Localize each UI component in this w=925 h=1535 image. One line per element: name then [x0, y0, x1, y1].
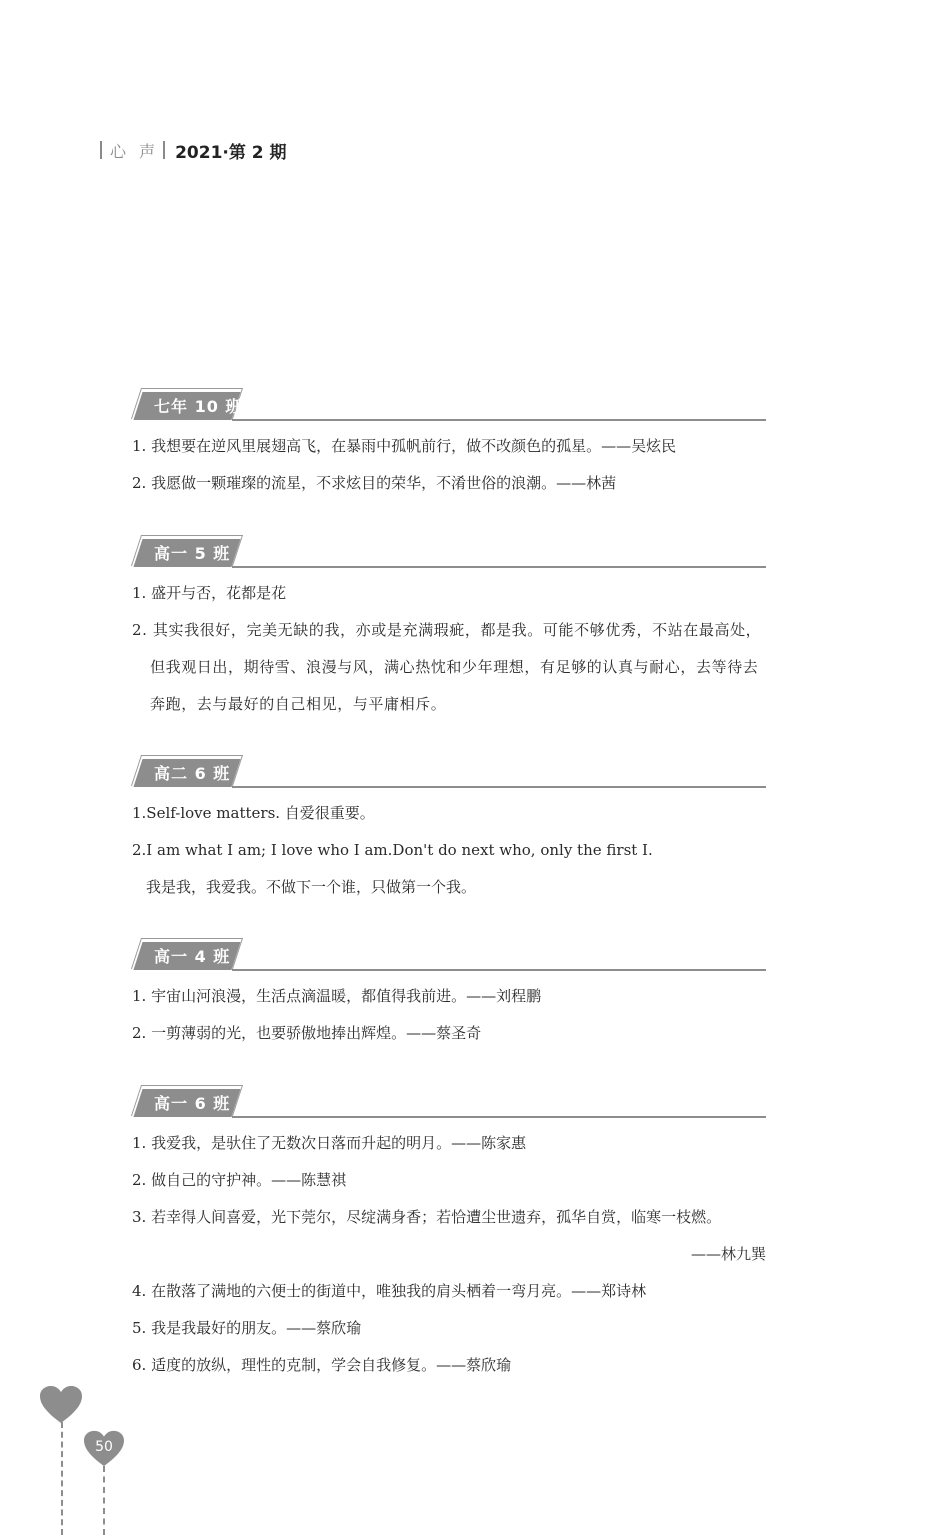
class-tag: 高二 6 班	[154, 764, 231, 783]
class-section	[132, 938, 766, 1052]
section-rule	[232, 419, 766, 421]
class-tag: 高一 5 班	[154, 544, 231, 563]
list-item-author: ——林九巽	[690, 1245, 766, 1263]
section-header	[132, 938, 766, 974]
class-tag: 高一 6 班	[154, 1094, 231, 1113]
list-item: 4. 在散落了满地的六便士的街道中，唯独我的肩头栖着一弯月亮。——郑诗林	[132, 1282, 647, 1300]
list-item: 1. 我想要在逆风里展翅高飞，在暴雨中孤帆前行，做不改颜色的孤星。——吴炫民	[132, 437, 677, 455]
section-rule	[232, 566, 766, 568]
list-item: 我是我，我爱我。不做下一个谁，只做第一个我。	[146, 878, 477, 896]
list-item: 2. 一剪薄弱的光，也要骄傲地捧出辉煌。——蔡圣奇	[132, 1024, 482, 1042]
list-item: 2. 做自己的守护神。——陈慧祺	[132, 1171, 347, 1189]
heart-icon	[40, 1386, 82, 1424]
section-rule	[232, 786, 766, 788]
page-number: 50	[95, 1439, 113, 1455]
section-header	[132, 388, 766, 424]
page-header	[100, 138, 287, 162]
section-header	[132, 1085, 766, 1121]
section-header	[132, 755, 766, 791]
list-item: 3. 若幸得人间喜爱，光下莞尔，尽绽满身香；若恰遭尘世遗弃，孤华自赏，临寒一枝燃。	[132, 1208, 722, 1226]
class-tag: 七年 10 班	[154, 397, 243, 416]
section-rule	[232, 1116, 766, 1118]
issue-label: 2021·第 2 期	[175, 142, 287, 163]
class-section	[132, 755, 766, 906]
list-item: 2. 我愿做一颗璀璨的流星，不求炫目的荣华，不淆世俗的浪潮。——林茜	[132, 474, 617, 492]
section-header	[132, 535, 766, 571]
magazine-name: 心 声	[110, 141, 160, 161]
list-item: 6. 适度的放纵，理性的克制，学会自我修复。——蔡欣瑜	[132, 1356, 512, 1374]
list-item: 1. 宇宙山河浪漫，生活点滴温暖，都值得我前进。——刘程鹏	[132, 987, 542, 1005]
list-item: 5. 我是我最好的朋友。——蔡欣瑜	[132, 1319, 362, 1337]
class-tag: 高一 4 班	[154, 947, 231, 966]
list-item: 1. 我爱我，是驮住了无数次日落而升起的明月。——陈家惠	[132, 1134, 527, 1152]
class-section	[132, 388, 766, 502]
dashed-line	[61, 1422, 63, 1535]
class-section	[132, 535, 766, 723]
list-item: 1. 盛开与否，花都是花	[132, 584, 287, 602]
section-rule	[232, 969, 766, 971]
list-item: 2.I am what I am; I love who I am.Don't do next who, only the first I.	[132, 841, 653, 859]
list-item: 1.Self-love matters. 自爱很重要。	[132, 804, 375, 822]
class-section	[132, 1085, 766, 1384]
dashed-line	[103, 1466, 105, 1535]
header-divider	[163, 141, 165, 159]
header-divider	[100, 141, 102, 159]
list-item: 2. 其实我很好，完美无缺的我，亦或是充满瑕疵，都是我。可能不够优秀，不站在最高处，但我观日出，期待雪、浪漫与风，满心热忱和少年理想，有足够的认真与耐心，去等待去奔跑，去与最好的自己相见，与平庸相斥。	[132, 621, 762, 713]
